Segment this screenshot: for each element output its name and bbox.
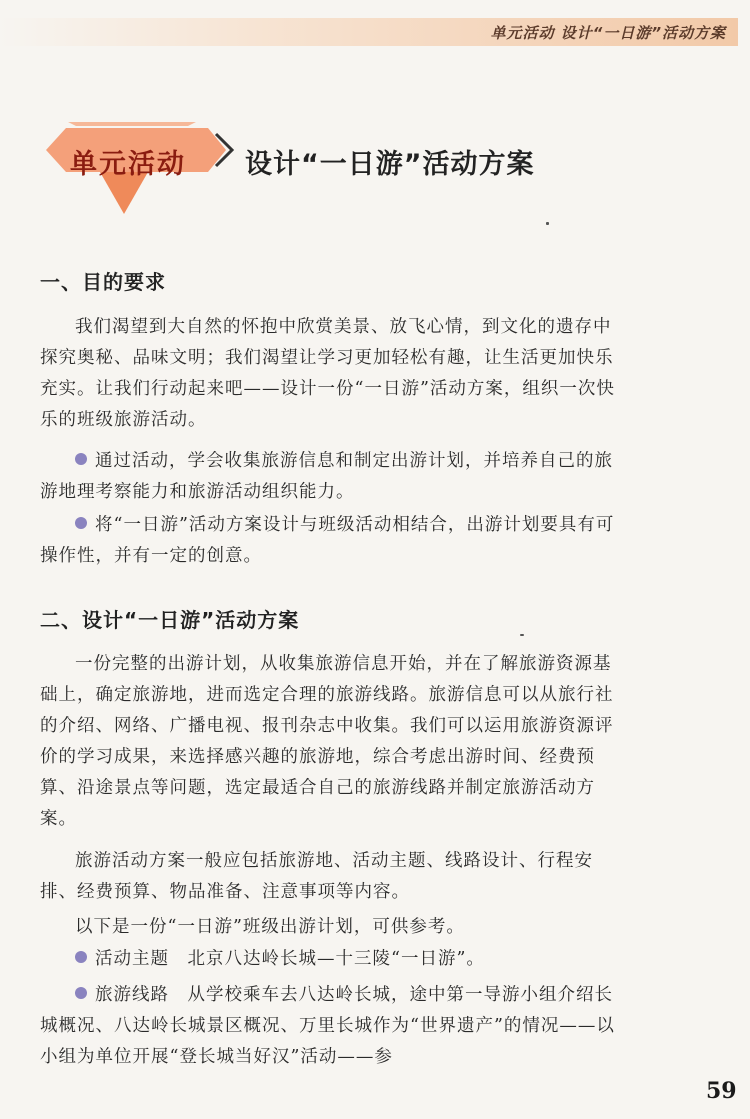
bullet-dot-icon	[75, 453, 87, 465]
bullet-text: 活动主题 北京八达岭长城—十三陵“一日游”。	[95, 949, 485, 969]
section2-para-2: 旅游活动方案一般应包括旅游地、活动主题、线路设计、行程安排、经费预算、物品准备、注意事项等内容。	[40, 851, 593, 902]
section1-bullet-1	[40, 446, 625, 508]
section2-para-3: 以下是一份“一日游”班级出游计划，可供参考。	[75, 917, 465, 937]
unit-activity-badge: 单元活动	[70, 149, 186, 180]
bullet-dot-icon	[75, 951, 87, 963]
bullet-text: 将“一日游”活动方案设计与班级活动相结合，出游计划要具有可操作性，并有一定的创意。	[40, 515, 615, 566]
speck-mark	[546, 222, 549, 225]
speck-mark	[520, 634, 524, 636]
section2-heading: 二、设计“一日游”活动方案	[40, 608, 300, 632]
bullet-text: 旅游线路 从学校乘车去八达岭长城，途中第一导游小组介绍长城概况、八达岭长城景区概况、万里长城作为“世界遗产”的情况——以小组为单位开展“登长城当好汉”活动——参	[40, 985, 615, 1067]
running-header: 单元活动 设计“一日游”活动方案	[490, 24, 726, 42]
bullet-dot-icon	[75, 987, 87, 999]
bullet-dot-icon	[75, 517, 87, 529]
page-number: 59	[706, 1078, 737, 1104]
section1-heading: 一、目的要求	[40, 270, 166, 294]
section1-bullet-2	[40, 510, 625, 572]
section2-bullet-1	[40, 944, 625, 975]
section1-intro: 我们渴望到大自然的怀抱中欣赏美景、放飞心情，到文化的遗存中探究奥秘、品味文明；我们渴望让学习更加轻松有趣，让生活更加快乐充实。让我们行动起来吧——设计一份“一日游”活动方案，组织一次快乐的班级旅游活动。	[40, 317, 615, 430]
section2-bullet-2	[40, 980, 625, 1073]
section2-para-1: 一份完整的出游计划，从收集旅游信息开始，并在了解旅游资源基础上，确定旅游地，进而选定合理的旅游线路。旅游信息可以从旅行社的介绍、网络、广播电视、报刊杂志中收集。我们可以运用旅游资源评价的学习成果，来选择感兴趣的旅游地，综合考虑出游时间、经费预算、沿途景点等问题，选定最适合自己的旅游线路并制定旅游活动方案。	[40, 654, 614, 829]
page-title: 设计“一日游”活动方案	[245, 149, 535, 180]
bullet-text: 通过活动，学会收集旅游信息和制定出游计划，并培养自己的旅游地理考察能力和旅游活动组织能力。	[40, 451, 613, 502]
